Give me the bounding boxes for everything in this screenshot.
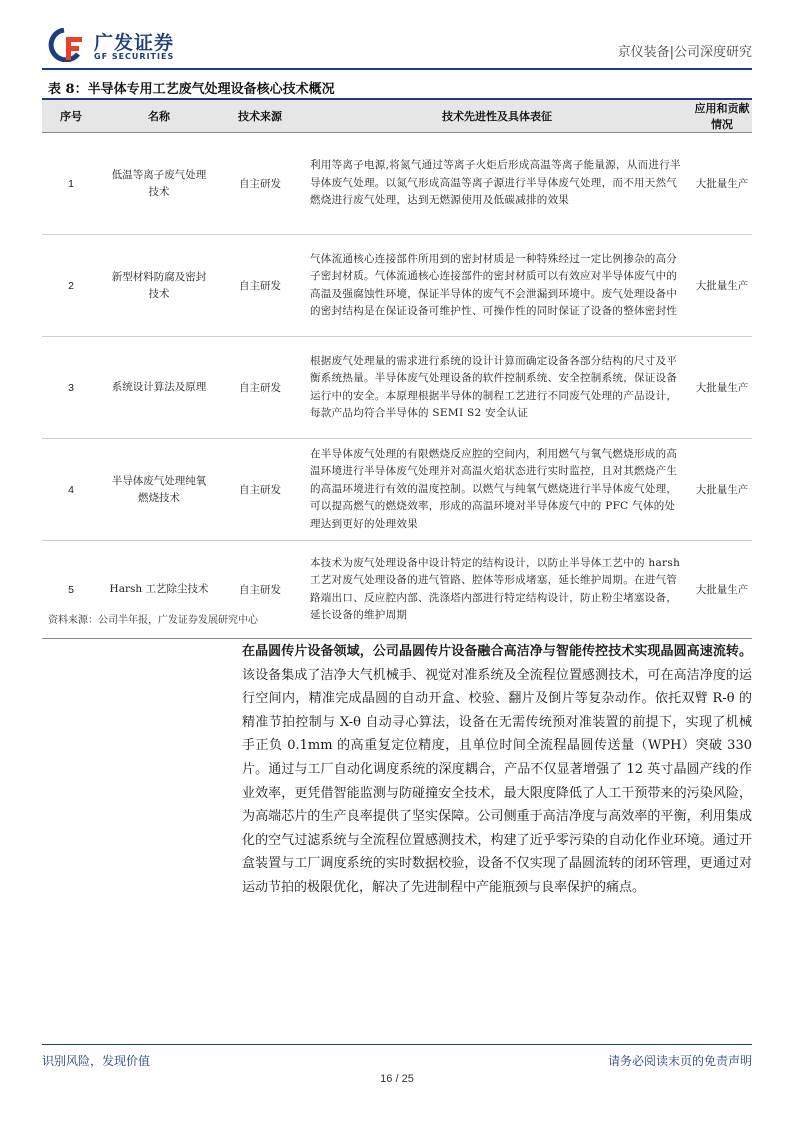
section-title: 京仪装备|公司深度研究 [617,45,752,60]
col-header-source: 技术来源 [218,99,302,133]
row-source: 自主研发 [239,382,281,394]
paragraph-text: 该设备集成了洁净大气机械手、视觉对准系统及全流程位置感测技术，可在高洁净度的运行空间内，精准完成晶圆的自动开盒、校验、翻片及倒片等复杂动作。依托双臂 R-θ 的精准节拍控制与 X-θ 自动寻心算法，设备在无需传统预对准装置的前提下，实现了机械手正负 0.1mm 的高重复定位精度，且单位时间全流程晶圆传送量（WPH）突破 330 片。通过与工厂自动化调度系统的深度耦合，产品不仅显著增强了 12 英寸晶圆产线的作业效率，更凭借智能监测与防碰撞安全技术，最大限度降低了人工干预带来的污染风险，为高端芯片的生产良率提供了坚实保障。公司侧重于高洁净度与高效率的平衡，利用集成化的空气过滤系统与全流程位置感测技术，构建了近乎零污染的自动化作业环境。通过开盒装置与工厂调度系统的实时数据校验，设备不仅实现了晶圆流转的闭环管理，更通过对运动节拍的极限优化，解决了先进制程中产能瓶颈与良率保护的痛点。 [242,667,752,895]
row-source: 自主研发 [239,484,281,496]
col-header-name: 名称 [100,99,218,133]
row-source: 自主研发 [239,280,281,292]
row-app: 大批量生产 [695,178,749,190]
footer-slogan: 识别风险，发现价值 [42,1054,151,1068]
table-row [42,235,752,337]
col-header-app: 应用和贡献情况 [692,99,752,133]
row-name: 系统设计算法及原理 [111,381,207,393]
tech-table [42,98,752,639]
row-no: 3 [68,381,74,394]
brand-name: 广发证券 [94,32,175,54]
page-header [42,22,752,66]
row-name: 新型材料防腐及密封技术 [111,270,207,300]
row-app: 大批量生产 [695,280,749,292]
row-name: Harsh 工艺除尘技术 [109,583,209,595]
row-name: 低温等离子废气处理技术 [111,168,207,198]
col-header-desc: 技术先进性及具体表征 [302,99,692,133]
row-desc: 根据废气处理量的需求进行系统的设计计算而确定设备各部分结构的尺寸及平衡系统热量。半导体废气处理设备的软件控制系统、安全控制系统，保证设备运行中的安全。本原理根据半导体的制程工艺进行不同废气处理的产品设计，每款产品均符合半导体的 SEMI S2 安全认证 [310,354,678,419]
footer-divider [42,1044,752,1045]
footer-disclaimer: 请务必阅读末页的免责声明 [607,1054,752,1068]
row-app: 大批量生产 [695,382,749,394]
row-no: 2 [68,279,74,292]
row-desc: 气体流通核心连接部件所用到的密封材质是一种特殊经过一定比例掺杂的高分子密封材质。气体流通核心连接部件的密封材质可以有效应对半导体废气中的高温及强腐蚀性环境，保证半导体的废气不会泄漏到环境中。废气处理设备中的密封结构是在保证设备可维护性、可操作性的同时保证了设备的整体密封性 [310,252,678,317]
col-header-no: 序号 [42,99,100,133]
row-source: 自主研发 [239,584,281,596]
page-number: 16 / 25 [380,1073,414,1085]
table-source-note: 资料来源：公司半年报，广发证券发展研究中心 [48,615,258,626]
row-desc: 在半导体废气处理的有限燃烧反应腔的空间内，利用燃气与氧气燃烧形成的高温环境进行半导体废气处理并对高温火焰状态进行实时监控，且对其燃烧产生的高温环境进行有效的温度控制。以燃气与纯氧气燃烧进行半导体废气处理，可以提高燃气的燃烧效率，形成的高温环境对半导体废气中的 PFC 气体的处理达到更好的处理效果 [310,447,678,530]
row-desc: 利用等离子电源,将氮气通过等离子火炬后形成高温等离子能量源，从而进行半导体废气处理。以氮气形成高温等离子源进行半导体废气处理，而不用天然气燃烧进行废气处理，达到无燃源使用及低碳减排的效果 [310,159,681,207]
header-divider [42,68,752,70]
table-title: 表 8：半导体专用工艺废气处理设备核心技术概况 [48,82,335,97]
row-name: 半导体废气处理纯氧燃烧技术 [111,474,207,504]
row-app: 大批量生产 [695,484,749,496]
table-row [42,337,752,439]
table-row [42,439,752,541]
table-row [42,133,752,235]
gf-logo-icon [42,28,86,62]
row-no: 4 [68,483,74,496]
row-source: 自主研发 [239,178,281,190]
body-paragraph [242,640,752,900]
row-no: 1 [68,177,74,190]
table-header-row [42,99,752,133]
row-desc: 本技术为废气处理设备中设计特定的结构设计，以防止半导体工艺中的 harsh 工艺对废气处理设备的进气管路、腔体等形成堵塞，延长维护周期。在进气管路端出口、反应腔内部、洗涤塔内部进行特定结构设计，防止粉尘堵塞设备，延长设备的维护周期 [310,556,681,621]
row-no: 5 [68,583,74,596]
row-app: 大批量生产 [695,584,749,596]
brand-name-en: GF SECURITIES [94,52,175,61]
paragraph-lead: 在晶圆传片设备领域，公司晶圆传片设备融合高洁净与智能传控技术实现晶圆高速流转。 [242,644,752,659]
